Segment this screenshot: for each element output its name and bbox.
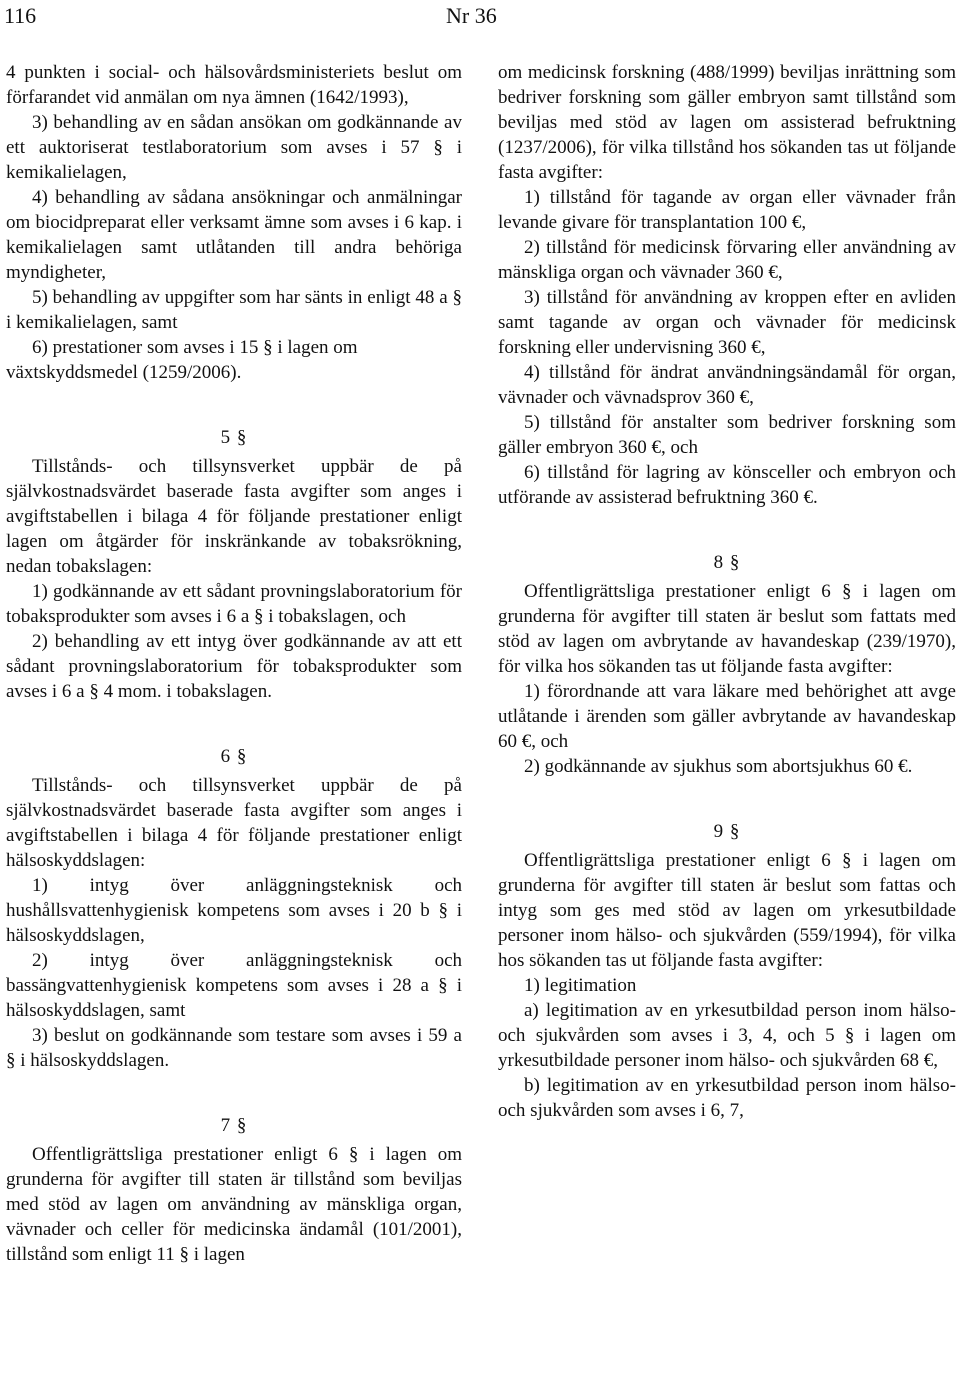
list-item: 3) tillstånd för användning av kroppen efter en avliden samt tagande av organ och vävnader för medicinsk forskning eller undervisning 360 €, (498, 287, 956, 358)
list-item: 6) prestationer som avses i 15 § i lagen om växtskyddsmedel (1259/2006). (6, 337, 358, 383)
list-item: b) legitimation av en yrkesutbildad person inom hälso- och sjukvården som avses i 6, 7, (498, 1075, 956, 1121)
list-item: 1) förordnande att vara läkare med behörighet att avge utlåtande i ärenden som gäller avbrytande av havandeskap 60 €, och (498, 681, 956, 752)
issue-number: Nr 36 (446, 3, 497, 28)
section-heading-6: 6 § (220, 746, 248, 767)
list-item: 2) intyg över anläggningsteknisk och bassängvattenhygienisk kompetens som avses i 28 a § i hälsoskyddslagen, samt (6, 950, 462, 1021)
list-item: 4) tillstånd för ändrat användningsändamål för organ, vävnader och vävnadsprov 360 €, (498, 362, 956, 408)
right-column (498, 60, 956, 1123)
list-item: 5) behandling av uppgifter som har sänts in enligt 48 a § i kemikalielagen, samt (6, 287, 462, 333)
paragraph: Tillstånds- och tillsynsverket uppbär de på självkostnadsvärdet baserade fasta avgifter som anges i avgiftstabellen i bilaga 4 för följande prestationer enligt hälsoskyddslagen: (6, 775, 462, 871)
list-item: 1) legitimation (524, 975, 637, 996)
list-item: 6) tillstånd för lagring av könsceller och embryon och utförande av assisterad befruktning 360 €. (498, 462, 956, 508)
list-item: 4) behandling av sådana ansökningar och anmälningar om biocidpreparat eller verksamt ämne som avses i 6 kap. i kemikalielagen samt utlåtanden till andra behöriga myndigheter, (6, 187, 462, 283)
paragraph: Tillstånds- och tillsynsverket uppbär de på självkostnadsvärdet baserade fasta avgifter som anges i avgiftstabellen i bilaga 4 för följande prestationer enligt lagen om åtgärder för inskränkande av tobaksrökning, nedan tobakslagen: (6, 456, 462, 577)
list-item: 5) tillstånd för anstalter som bedriver forskning som gäller embryon 360 €, och (498, 412, 956, 458)
section-heading-5: 5 § (220, 427, 248, 448)
paragraph: 4 punkten i social- och hälsovårdsministeriets beslut om förfarandet vid anmälan om nya ämnen (1642/1993), (6, 62, 462, 108)
list-item: 3) beslut on godkännande som testare som avses i 59 a § i hälsoskyddslagen. (6, 1025, 462, 1071)
list-item: a) legitimation av en yrkesutbildad person inom hälso- och sjukvården som avses i 3, 4, och 5 § i lagen om yrkesutbildade personer inom hälso- och sjukvården 68 €, (498, 1000, 956, 1071)
paragraph: Offentligrättsliga prestationer enligt 6 § i lagen om grunderna för avgifter till staten är tillstånd som beviljas med stöd av lagen om användning av mänskliga organ, vävnader och celler för medicinska ändamål (101/2001), tillstånd som enligt 11 § i lagen (6, 1144, 462, 1265)
paragraph: Offentligrättsliga prestationer enligt 6 § i lagen om grunderna för avgifter till staten är beslut som fattats med stöd av lagen om avbrytande av havandeskap (239/1970), för vilka hos sökanden tas ut följande fasta avgifter: (498, 581, 956, 677)
list-item: 1) intyg över anläggningsteknisk och hushållsvattenhygienisk kompetens som avses i 20 b § i hälsoskyddslagen, (6, 875, 462, 946)
section-heading-7: 7 § (220, 1115, 248, 1136)
left-column (6, 60, 462, 1267)
page-number: 116 (4, 3, 37, 28)
list-item: 1) tillstånd för tagande av organ eller vävnader från levande givare för transplantation 100 €, (498, 187, 956, 233)
section-heading-8: 8 § (713, 552, 741, 573)
paragraph: Offentligrättsliga prestationer enligt 6 § i lagen om grunderna för avgifter till staten är beslut som fattas och intyg som ges med stöd av lagen om yrkesutbildade personer inom hälso- och sjukvården (559/1994), för vilka hos sökanden tas ut följande fasta avgifter: (498, 850, 956, 971)
list-item: 3) behandling av en sådan ansökan om godkännande av ett auktoriserat testlaboratorium som avses i 57 § i kemikalielagen, (6, 112, 462, 183)
section-heading-9: 9 § (713, 821, 741, 842)
list-item: 2) tillstånd för medicinsk förvaring eller användning av mänskliga organ och vävnader 360 €, (498, 237, 956, 283)
list-item: 2) godkännande av sjukhus som abortsjukhus 60 €. (524, 756, 913, 777)
list-item: 1) godkännande av ett sådant provningslaboratorium för tobaksprodukter som avses i 6 a § i tobakslagen, och (6, 581, 462, 627)
paragraph: om medicinsk forskning (488/1999) beviljas inrättning som bedriver forskning som gäller embryon samt tillstånd som beviljas med stöd av lagen om assisterad befruktning (1237/2006), för vilka tillstånd hos sökanden tas ut följande fasta avgifter: (498, 62, 956, 183)
list-item: 2) behandling av ett intyg över godkännande av att ett sådant provningslaboratorium för tobaksprodukter som avses i 6 a § 4 mom. i tobakslagen. (6, 631, 462, 702)
